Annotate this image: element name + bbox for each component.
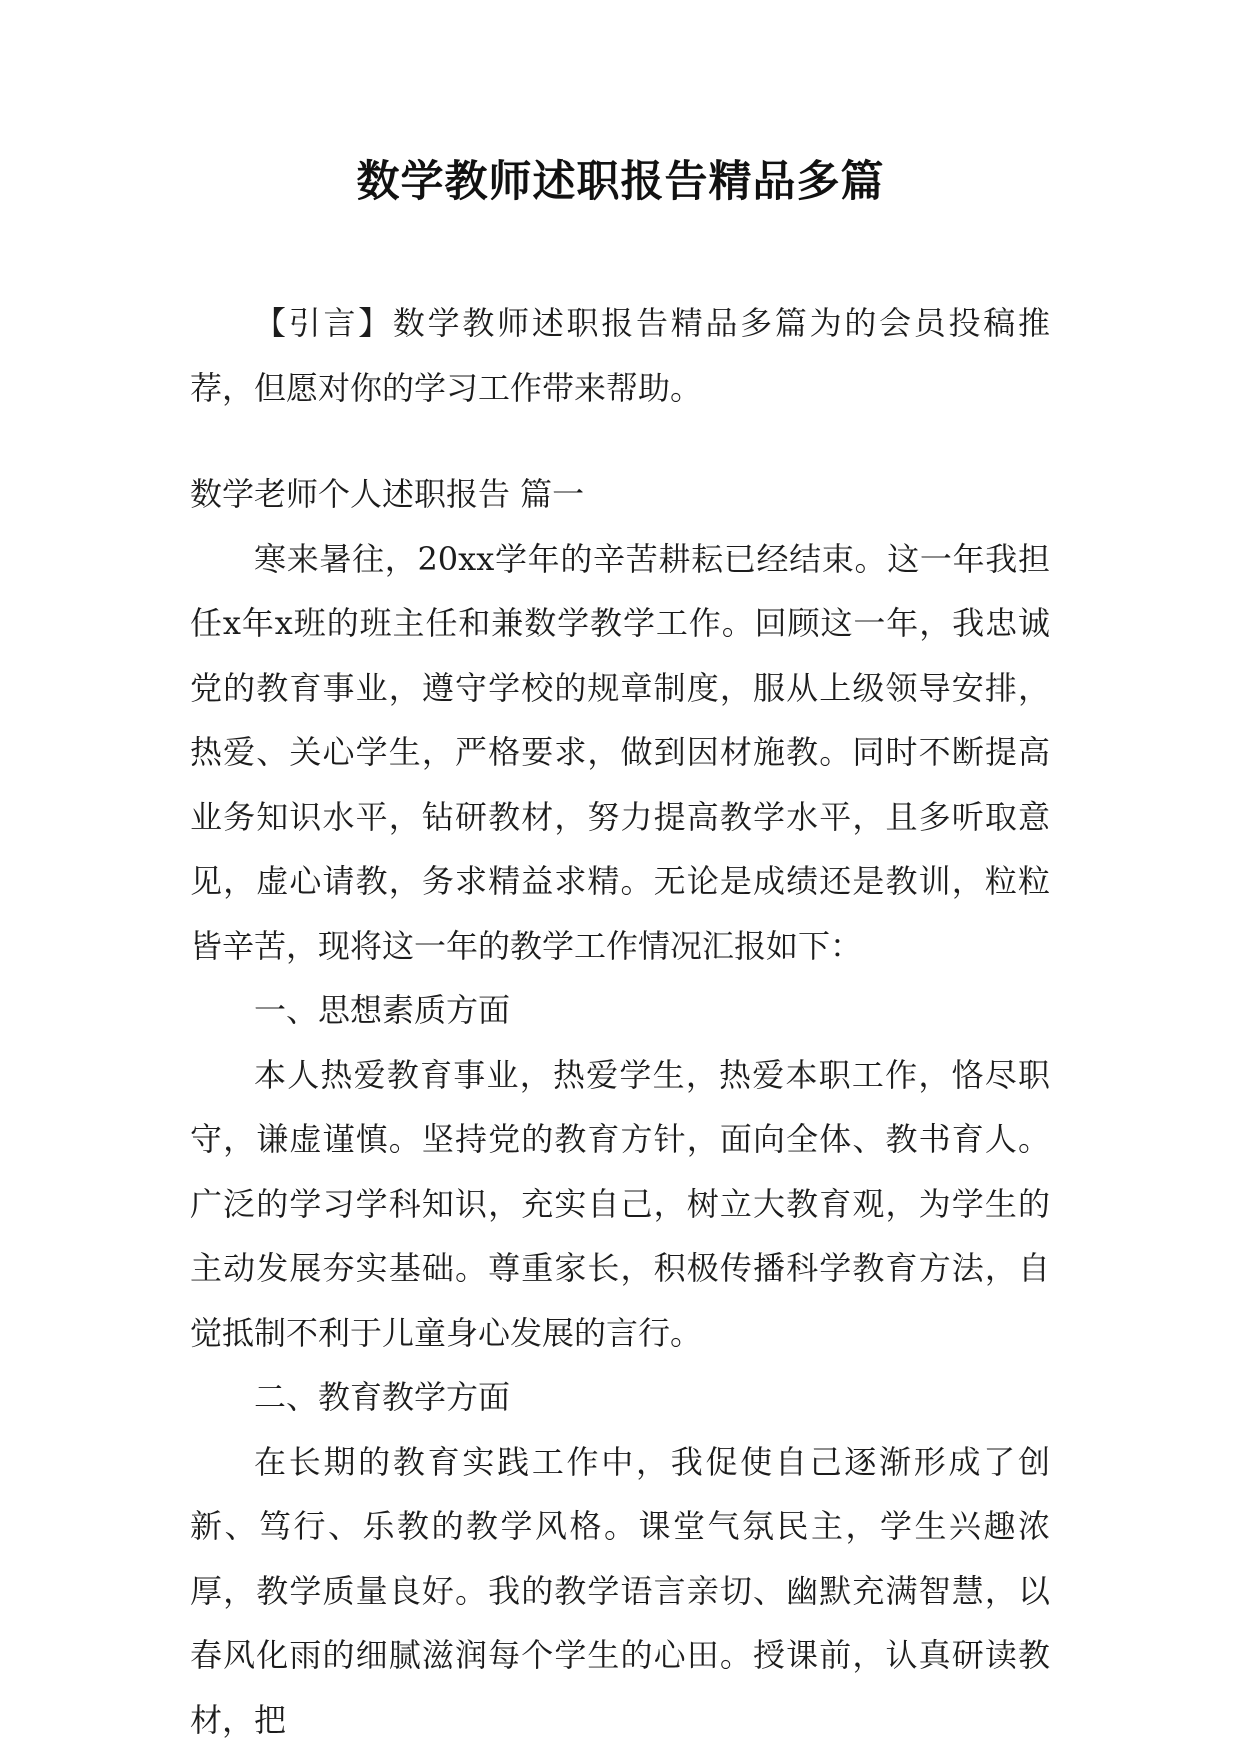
intro-paragraph: 【引言】数学教师述职报告精品多篇为的会员投稿推荐，但愿对你的学习工作带来帮助。 [190, 304, 1050, 407]
section-title: 数学老师个人述职报告 篇一 [190, 475, 585, 513]
subheading-teaching: 二、教育教学方面 [254, 1378, 511, 1416]
paragraph-1: 寒来暑往，20xx学年的辛苦耕耘已经结束。这一年我担任x年x班的班主任和兼数学教学工作。回顾这一年，我忠诚党的教育事业，遵守学校的规章制度，服从上级领导安排，热爱、关心学生，严格要求，做到因材施教。同时不断提高业务知识水平，钻研教材，努力提高教学水平，且多听取意见，虚心请教，务求精益求精。无论是成绩还是教训，粒粒皆辛苦，现将这一年的教学工作情况汇报如下： [190, 539, 1050, 965]
document-title: 数学教师述职报告精品多篇 [356, 157, 885, 207]
section-block [190, 462, 1050, 1752]
paragraph-3: 在长期的教育实践工作中，我促使自己逐渐形成了创新、笃行、乐教的教学风格。课堂气氛民主，学生兴趣浓厚，教学质量良好。我的教学语言亲切、幽默充满智慧，以春风化雨的细腻滋润每个学生的心田。授课前，认真研读教材，把 [190, 1442, 1050, 1739]
paragraph-2: 本人热爱教育事业，热爱学生，热爱本职工作，恪尽职守，谦虚谨慎。坚持党的教育方针，面向全体、教书育人。广泛的学习学科知识，充实自己，树立大教育观，为学生的主动发展夯实基础。尊重家长，积极传播科学教育方法，自觉抵制不利于儿童身心发展的言行。 [190, 1055, 1050, 1352]
subheading-thought: 一、思想素质方面 [254, 991, 511, 1029]
intro-block [190, 291, 1050, 420]
